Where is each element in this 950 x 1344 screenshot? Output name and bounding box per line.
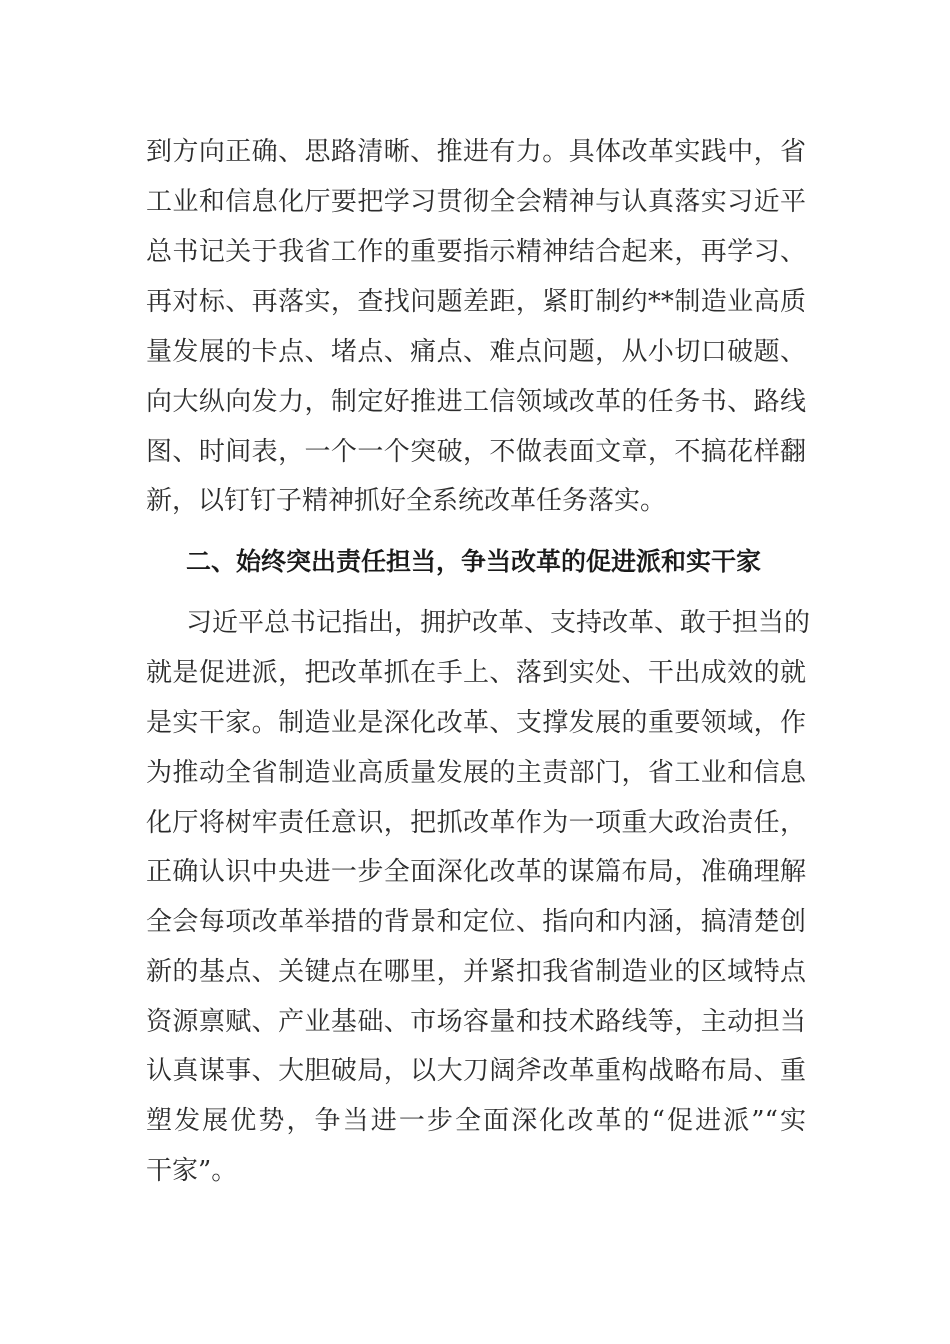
- paragraph-1-line-7: 图、时间表，一个一个突破，不做表面文章，不搞花样翻: [146, 437, 806, 467]
- paragraph-1-line-1: 到方向正确、思路清晰、推进有力。具体改革实践中，省: [146, 137, 806, 167]
- paragraph-2-line-7: 全会每项改革举措的背景和定位、指向和内涵，搞清楚创: [146, 907, 806, 937]
- paragraph-2-line-12: 干家”。: [146, 1156, 238, 1186]
- section-heading: 二、始终突出责任担当，争当改革的促进派和实干家: [186, 547, 762, 576]
- paragraph-2-line-10: 认真谋事、大胆破局，以大刀阔斧改革重构战略布局、重: [146, 1056, 806, 1086]
- paragraph-2-line-4: 为推动全省制造业高质量发展的主责部门，省工业和信息: [146, 758, 806, 788]
- paragraph-1-line-8: 新，以钉钉子精神抓好全系统改革任务落实。: [146, 486, 667, 516]
- paragraph-2-line-6: 正确认识中央进一步全面深化改革的谋篇布局，准确理解: [146, 857, 806, 887]
- paragraph-2-line-1: 习近平总书记指出，拥护改革、支持改革、敢于担当的: [186, 608, 811, 638]
- paragraph-2-line-9: 资源禀赋、产业基础、市场容量和技术路线等，主动担当: [146, 1007, 806, 1037]
- paragraph-1-line-5: 量发展的卡点、堵点、痛点、难点问题，从小切口破题、: [146, 337, 806, 367]
- paragraph-1-line-2: 工业和信息化厅要把学习贯彻全会精神与认真落实习近平: [146, 187, 806, 217]
- paragraph-1-line-3: 总书记关于我省工作的重要指示精神结合起来，再学习、: [146, 237, 806, 267]
- paragraph-2-line-8: 新的基点、关键点在哪里，并紧扣我省制造业的区域特点: [146, 957, 806, 987]
- paragraph-2-line-2: 就是促进派，把改革抓在手上、落到实处、干出成效的就: [146, 658, 806, 688]
- paragraph-2-line-5: 化厅将树牢责任意识，把抓改革作为一项重大政治责任，: [146, 808, 806, 838]
- paragraph-1-line-4: 再对标、再落实，查找问题差距，紧盯制约**制造业高质: [146, 287, 806, 317]
- paragraph-2-line-11: 塑发展优势，争当进一步全面深化改革的“促进派”“实: [146, 1106, 806, 1136]
- paragraph-1-line-6: 向大纵向发力，制定好推进工信领域改革的任务书、路线: [146, 387, 806, 417]
- paragraph-2-line-3: 是实干家。制造业是深化改革、支撑发展的重要领域，作: [146, 708, 806, 738]
